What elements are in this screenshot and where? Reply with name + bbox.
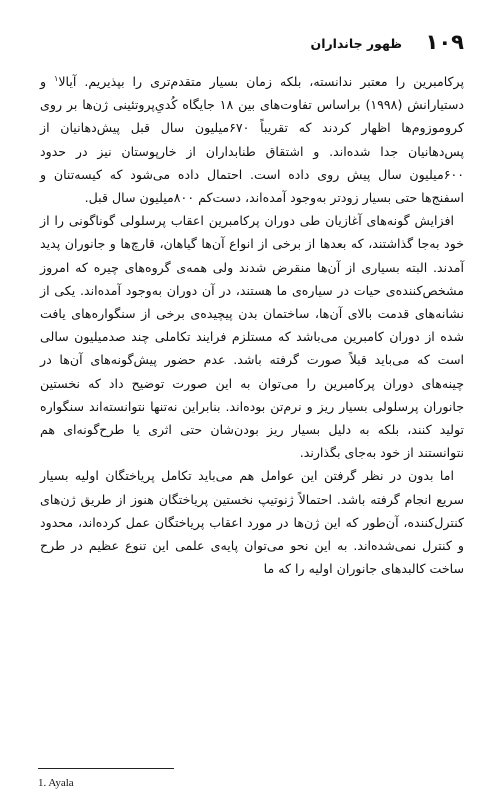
footnote: 1. Ayala: [38, 777, 74, 789]
footnote-separator: [38, 768, 174, 769]
paragraph-2: افزایش گونه‌های آغازیان طی دوران پرکامبرین اعقاب پرسلولی گوناگونی را از خود به‌جا گذاشتند، که بعدها از برخی از انواع آن‌ها گیاهان، قارچ‌ها و جانوران پدید آمدند. البته بسیاری از آن‌ها منقرض شدند ولی همه‌ی گروه‌های چیره که امروز مشخص‌کننده‌ی حیات در سیاره‌ی ما هستند، در آن دوران به‌وجود آمده‌اند. یکی از نشانه‌های قدمت بالای آن‌ها، ساختمان بدن پیچیده‌ی برخی از سنگواره‌های یافت شده از دوران کامبرین می‌باشد که مستلزم فرایند تکاملی چند صدمیلیون سالی است که می‌باید قبلاً صورت گرفته باشد. عدم حضور پیش‌گونه‌های آن‌ها در چینه‌های دوران پرکامبرین را می‌توان به این صورت توضیح داد که نخستین جانوران پرسلولی بسیار ریز و نرم‌تن بوده‌اند. بنابراین نه‌تنها نتوانسته‌اند سنگواره تولید کنند، بلکه به دلیل بسیار ریز بودن‌شان حتی اثری یا طرح‌گونه‌ای هم نتوانستند از خود به‌جای بگذارند.: [40, 213, 464, 461]
running-title: ظهور جانداران: [310, 36, 402, 51]
paragraph-1: [40, 70, 464, 209]
page-number: ۱۰۹: [425, 30, 464, 54]
footnote-reference: ۱: [54, 73, 59, 83]
paragraph-3: اما بدون در نظر گرفتن این عوامل هم می‌باید تکامل پریاختگان اولیه بسیار سریع انجام گرفته باشد. احتمالاً ژنوتیپ نخستین پریاختگان هنوز از طریق ژن‌های کنترل‌کننده، آن‌طور که این ژن‌ها در مورد اعقاب پریاختگان عمل کرده‌اند، محدود و کنترل نمی‌شده‌اند. به این نحو می‌توان پایه‌ی علمی این تنوع عظیم در طرح ساخت کالبدهای جانوران اولیه را که ما: [40, 468, 464, 577]
paragraph-1-text-end: و دستیارانش (۱۹۹۸) براساس تفاوت‌های بین ۱۸ جایگاه کُدی‌ِپروتئینی ژن‌ها بر روی کروموزوم‌ها اظهار کردند که تقریباً ۶۷۰میلیون سال قبل پیش‌دهانیان از پس‌دهانیان جدا شده‌اند. و اشتقاق طنابداران از خارپوستان نیز در حدود ۶۰۰میلیون سال پیش روی داده است. احتمال داده می‌شود که کیسه‌تنان و اسفنج‌ها حتی بسیار زودتر به‌وجود آمده‌اند، دست‌کم ۸۰۰میلیون سال قبل.: [40, 74, 464, 206]
paragraph-1-text-start: پرکامبرین را معتبر ندانسته، بلکه زمان بسیار متقدم‌تری را بپذیریم. آیالا: [58, 74, 464, 89]
body-text: [40, 70, 464, 580]
page-header: [38, 30, 464, 56]
